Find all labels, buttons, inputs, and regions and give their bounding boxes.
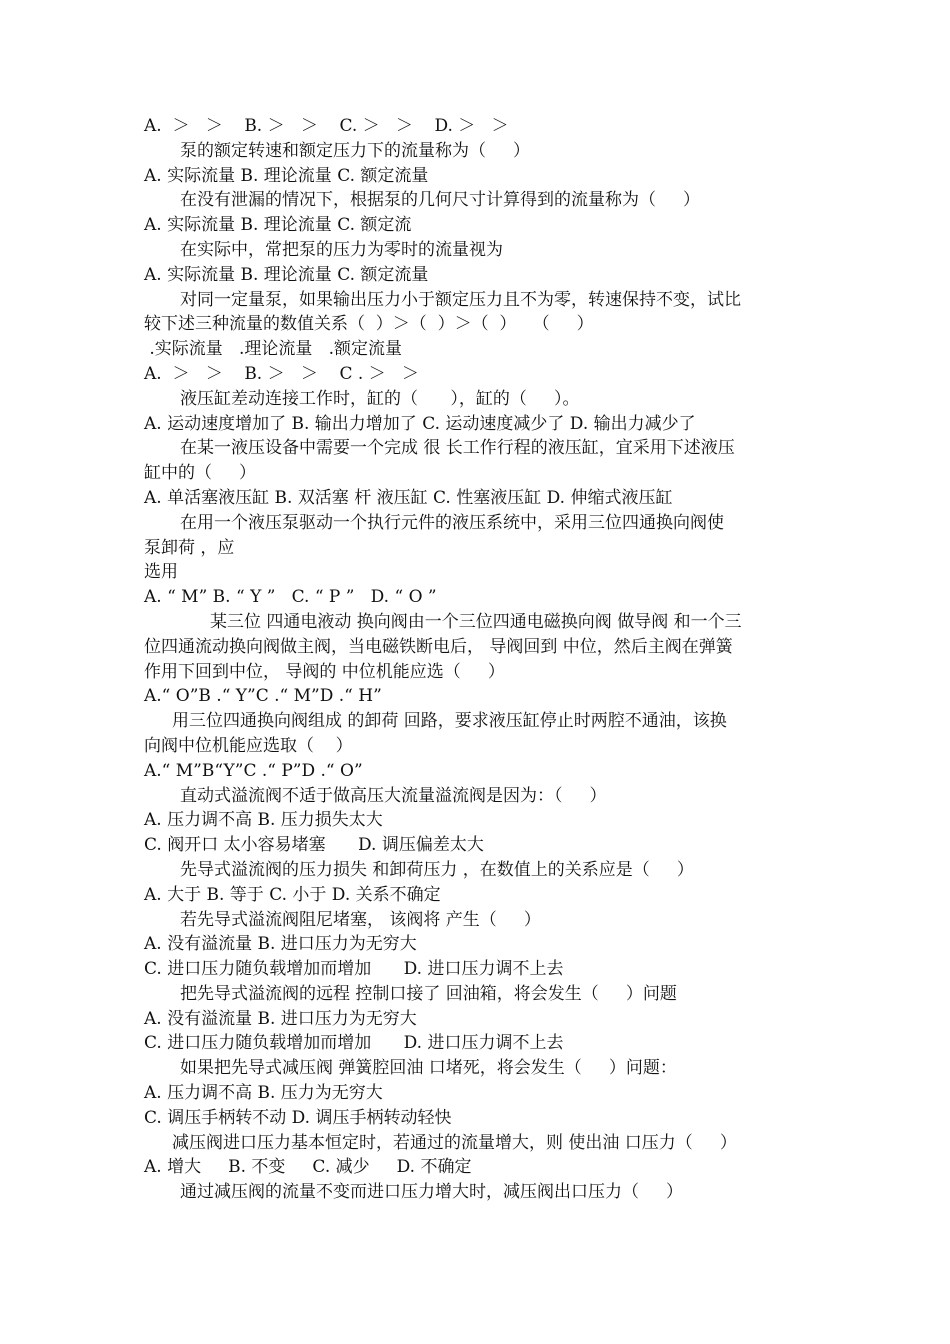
text-line: C. 进口压力随负载增加而增加 D. 进口压力调不上去 bbox=[144, 1033, 564, 1054]
text-line: A. 实际流量 B. 理论流量 C. 额定流量 bbox=[144, 165, 429, 186]
text-line: A. 压力调不高 B. 压力损失太大 bbox=[144, 810, 383, 831]
question-stem: 用三位四通换向阀组成 的卸荷 回路，要求液压缸停止时两腔不通油，该换 bbox=[172, 711, 727, 732]
text-line: 较下述三种流量的数值关系（ ）＞（ ）＞（ ） （ ） bbox=[144, 314, 594, 335]
text-line: A. 增大 B. 不变 C. 减少 D. 不确定 bbox=[144, 1157, 472, 1178]
question-stem: 在用一个液压泵驱动一个执行元件的液压系统中，采用三位四通换向阀使 bbox=[180, 512, 724, 533]
text-line: A.“ O”B .“ Y”C .“ M”D .“ H” bbox=[144, 686, 382, 707]
question-stem: 直动式溢流阀不适于做高压大流量溢流阀是因为：（ ） bbox=[180, 785, 607, 806]
question-stem: 泵的额定转速和额定压力下的流量称为（ ） bbox=[180, 140, 531, 161]
text-line: A. 实际流量 B. 理论流量 C. 额定流量 bbox=[144, 264, 429, 285]
text-line: 位四通流动换向阀做主阀，当电磁铁断电后， 导阀回到 中位，然后主阀在弹簧 bbox=[144, 636, 733, 657]
question-list bbox=[144, 114, 814, 1205]
question-stem: 液压缸差动连接工作时，缸的（ ），缸的（ ）。 bbox=[180, 388, 580, 409]
text-line: A. 单活塞液压缸 B. 双活塞 杆 液压缸 C. 性塞液压缸 D. 伸缩式液压缸 bbox=[144, 487, 673, 508]
question-stem: 减压阀进口压力基本恒定时，若通过的流量增大，则 使出油 口压力（ ） bbox=[172, 1132, 737, 1153]
text-line: A. 压力调不高 B. 压力为无穷大 bbox=[144, 1083, 383, 1104]
question-stem: 对同一定量泵，如果输出压力小于额定压力且不为零，转速保持不变，试比 bbox=[180, 289, 741, 310]
text-line: 选用 bbox=[144, 562, 178, 583]
text-line: 向阀中位机能应选取（ ） bbox=[144, 735, 353, 756]
question-stem: 若先导式溢流阀阻尼堵塞， 该阀将 产生（ ） bbox=[180, 909, 541, 930]
text-line: A. 没有溢流量 B. 进口压力为无穷大 bbox=[144, 934, 417, 955]
text-line: A. ＞ ＞ B. ＞ ＞ C. ＞ ＞ D. ＞ ＞ bbox=[144, 116, 509, 136]
question-stem: 在没有泄漏的情况下，根据泵的几何尺寸计算得到的流量称为（ ） bbox=[180, 190, 701, 211]
text-line: C. 阀开口 太小容易堵塞 D. 调压偏差太大 bbox=[144, 835, 484, 856]
text-line: C. 进口压力随负载增加而增加 D. 进口压力调不上去 bbox=[144, 959, 564, 980]
question-stem: 在实际中，常把泵的压力为零时的流量视为 bbox=[180, 239, 503, 260]
question-stem: 某三位 四通电液动 换向阀由一个三位四通电磁换向阀 做导阀 和一个三 bbox=[210, 611, 742, 632]
text-line: .实际流量 .理论流量 .额定流量 bbox=[144, 339, 403, 360]
text-line: A. 大于 B. 等于 C. 小于 D. 关系不确定 bbox=[144, 884, 441, 905]
question-stem: 把先导式溢流阀的远程 控制口接了 回油箱，将会发生（ ）问题 bbox=[180, 983, 677, 1004]
text-line: A. 没有溢流量 B. 进口压力为无穷大 bbox=[144, 1008, 417, 1029]
text-line: A. “ M” B. “ Y ” C. “ P ” D. “ O ” bbox=[144, 587, 437, 608]
text-line: 泵卸荷 ，应 bbox=[144, 537, 235, 558]
question-stem: 在某一液压设备中需要一个完成 很 长工作行程的液压缸，宜采用下述液压 bbox=[180, 438, 735, 459]
text-line: 缸中的（ ） bbox=[144, 463, 257, 484]
text-line: A. 运动速度增加了 B. 输出力增加了 C. 运动速度减少了 D. 输出力减少了 bbox=[144, 413, 696, 434]
question-stem: 先导式溢流阀的压力损失 和卸荷压力 ，在数值上的关系应是（ ） bbox=[180, 859, 694, 880]
question-stem: 通过减压阀的流量不变而进口压力增大时，减压阀出口压力（ ） bbox=[180, 1182, 684, 1203]
text-line: A.“ M”B“Y”C .“ P”D .“ O” bbox=[144, 760, 363, 781]
text-line: A. ＞ ＞ B. ＞ ＞ C . ＞ ＞ bbox=[144, 363, 419, 384]
text-line: A. 实际流量 B. 理论流量 C. 额定流 bbox=[144, 215, 412, 236]
text-line: C. 调压手柄转不动 D. 调压手柄转动轻快 bbox=[144, 1107, 452, 1128]
question-stem: 如果把先导式减压阀 弹簧腔回油 口堵死，将会发生（ ）问题： bbox=[180, 1058, 677, 1079]
text-line: 作用下回到中位， 导阀的 中位机能应选（ ） bbox=[144, 661, 505, 682]
